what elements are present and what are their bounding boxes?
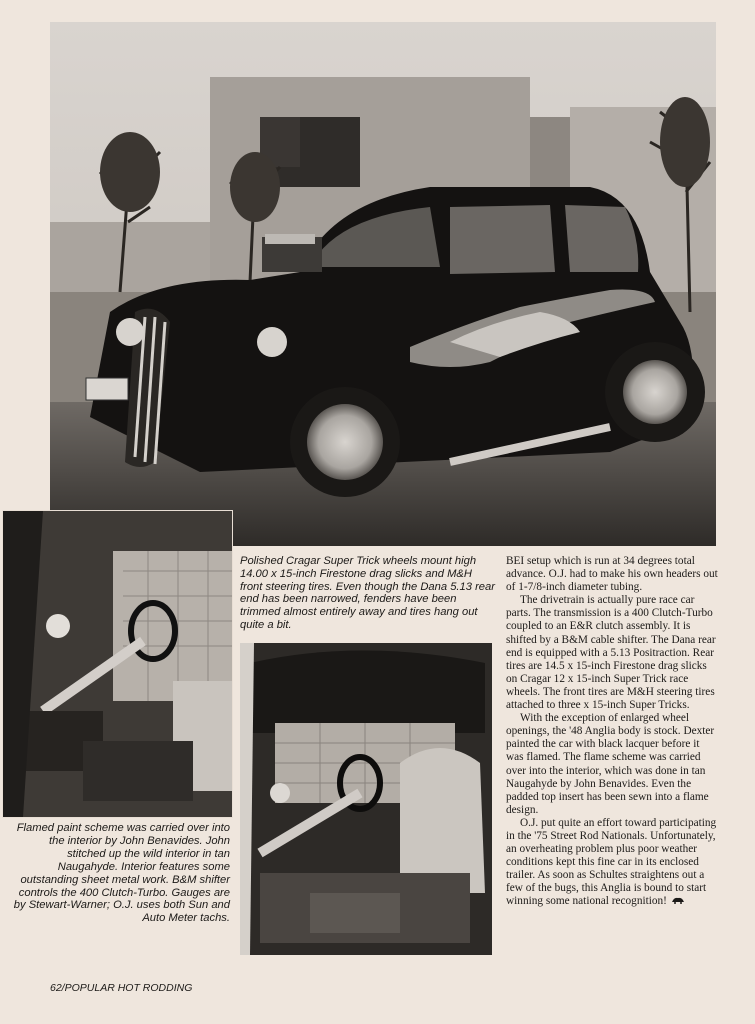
paragraph: The drivetrain is actually pure race car parts. The transmission is a 400 Clutch-Turbo coupled to an E&R clutch assembly. It is shifted by a B&M cable shifter. The Dana rear end is equipped with a 5.13 Positraction. Rear tires are 14.5 x 15-inch Firestone drag slicks on Cragar 12 x 15-inch Super Trick race wheels. The front tires are M&H steering tires attached to three x 15-inch Super Tricks. [506,594,716,712]
end-mark-car-icon [671,896,685,904]
interior-steering-photo [3,511,232,817]
interior-seats-photo [240,643,492,955]
anglia-hot-rod-photo [50,22,716,546]
interior-photo-middle [240,643,492,955]
page-folio: 62/POPULAR HOT RODDING [50,982,193,994]
caption-wheels: Polished Cragar Super Trick wheels mount high 14.00 x 15-inch Firestone drag slicks and M&H front steering tires. Even though the Dana 5.13 rear end has been narrowed, fenders have been trimmed almost entirely away and tires hang out quite a bit. [240,555,495,631]
hero-car-photo [50,22,716,546]
paragraph: BEI setup which is run at 34 degrees total advance. O.J. had to make his own headers out of 1-7/8-inch diameter tubing. [506,555,718,594]
article-body-column [506,555,718,909]
paragraph [506,817,718,909]
caption-interior: Flamed paint scheme was carried over into the interior by John Benavides. John stitched up the wild interior in tan Naugahyde. Interior features some outstanding sheet metal work. B&M shifter controls the 400 Clutch-Turbo. Gauges are by Stewart-Warner; O.J. uses both Sun and Auto Meter tachs. [13,822,230,925]
paragraph-text: O.J. put quite an effort toward participating in the '75 Street Rod Nationals. Unfortunately, an overheating problem plus poor weather conditions kept this fine car in its enclosed trailer. As soon as Schultes straightens out a few of the bugs, this Anglia is bound to start winning some national recognition! [506,816,717,908]
interior-photo-left [2,510,233,818]
paragraph: With the exception of enlarged wheel openings, the '48 Anglia body is stock. Dexter painted the car with black lacquer before it was flamed. The flame scheme was carried over into the interior, which was done in tan Naugahyde by John Benavides. Even the padded top insert has been sewn into a flame design. [506,712,715,816]
